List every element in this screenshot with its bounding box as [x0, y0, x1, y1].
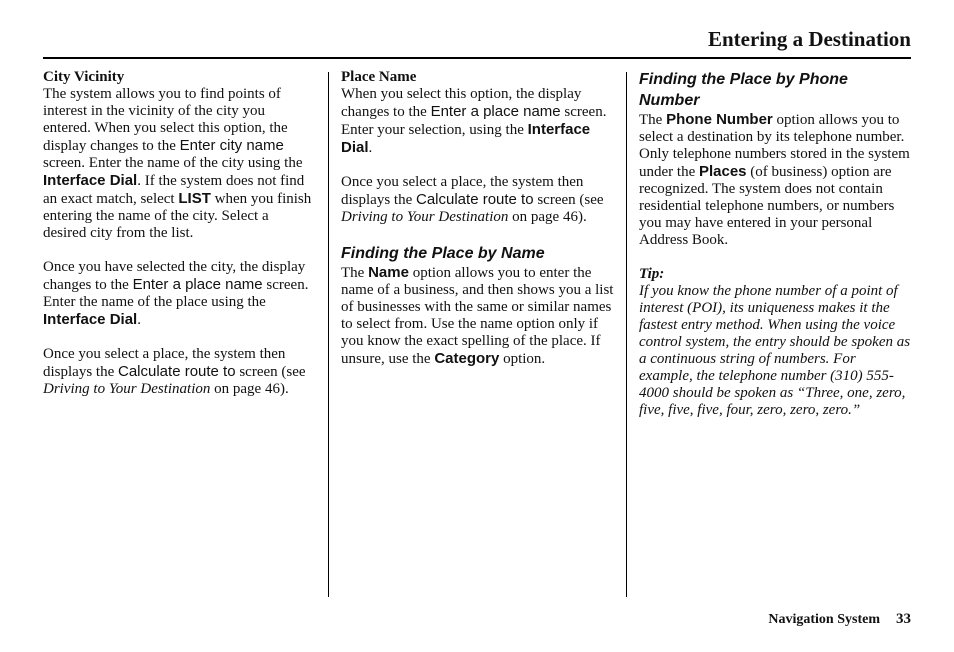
- paragraph: The Phone Number option allows you to select a destination by its telephone number. Only telephone numbers stored in the system under the Places (of business) option are recognized. The system does not contain residential telephone numbers, or numbers you may have entered in your personal Address Book.: [639, 111, 910, 248]
- ui-term-bold: Interface Dial: [43, 172, 138, 189]
- page-title: Entering a Destination: [707, 27, 911, 51]
- paragraph: The system allows you to find points of interest in the vicinity of the city you entered. When you select this option, the display changes to the Enter city name screen. Enter the name of the city using the Interface Dial. If the system does not find an exact match, select LIST when you finish entering the name of the city. Select a desired city from the list.: [43, 86, 312, 241]
- paragraph: Once you select a place, the system then displays the Calculate route to screen (see Driving to Your Destination on page 46).: [43, 346, 306, 397]
- cross-reference: Driving to Your Destination: [341, 209, 509, 225]
- ui-term-bold: Places: [698, 163, 747, 180]
- ui-term: Enter a place name: [430, 103, 561, 120]
- tip-text: If you know the phone number of a point of interest (POI), its uniqueness makes it the fastest entry method. When using the voice control system, the entry should be spoken as a continuous string of numbers. For example, the telephone number (310) 555-4000 should be spoken as “Three, one, zero, five, five, five, four, zero, zero, zero.”: [639, 283, 911, 418]
- paragraph: The Name option allows you to enter the name of a business, and then shows you a list of businesses with the same or similar names to select from. Use the name option only if you know the exact spelling of the place. If unsure, use the Category option.: [341, 264, 614, 367]
- subheading-by-name: Finding the Place by Name: [341, 245, 545, 262]
- ui-term: Enter city name: [179, 137, 284, 154]
- subheading-by-phone: Finding the Place by Phone Number: [639, 71, 848, 109]
- ui-term: Calculate route to: [118, 363, 236, 380]
- footer-label: Navigation System: [768, 612, 880, 627]
- column-place-name: [341, 69, 615, 368]
- ui-term-bold: Phone Number: [666, 111, 773, 128]
- cross-reference: Driving to Your Destination: [43, 381, 211, 397]
- section-heading-city-vicinity: City Vicinity: [43, 69, 125, 85]
- paragraph: Once you select a place, the system then displays the Calculate route to screen (see Driving to Your Destination on page 46).: [341, 174, 604, 225]
- tip-label: Tip:: [639, 266, 665, 282]
- page-number: 33: [896, 611, 911, 627]
- ui-term-bold: Name: [368, 264, 409, 281]
- ui-term-bold: Interface Dial: [43, 311, 138, 328]
- column-divider-1: [328, 72, 329, 597]
- section-heading-place-name: Place Name: [341, 69, 417, 85]
- ui-term-bold: Interface Dial: [341, 121, 591, 156]
- header-divider: [43, 57, 911, 59]
- ui-term-bold: LIST: [178, 190, 211, 207]
- column-city-vicinity: [43, 69, 315, 398]
- column-phone-number: [639, 69, 911, 419]
- paragraph: When you select this option, the display changes to the Enter a place name screen. Enter your selection, using the Interface Dial.: [341, 86, 607, 156]
- page-footer: [768, 611, 911, 628]
- column-divider-2: [626, 72, 627, 597]
- ui-term: Enter a place name: [132, 276, 263, 293]
- paragraph: Once you have selected the city, the display changes to the Enter a place name screen. Enter the name of the place using the Interface Dial.: [43, 259, 309, 328]
- ui-term: Calculate route to: [416, 191, 534, 208]
- ui-term-bold: Category: [434, 350, 500, 367]
